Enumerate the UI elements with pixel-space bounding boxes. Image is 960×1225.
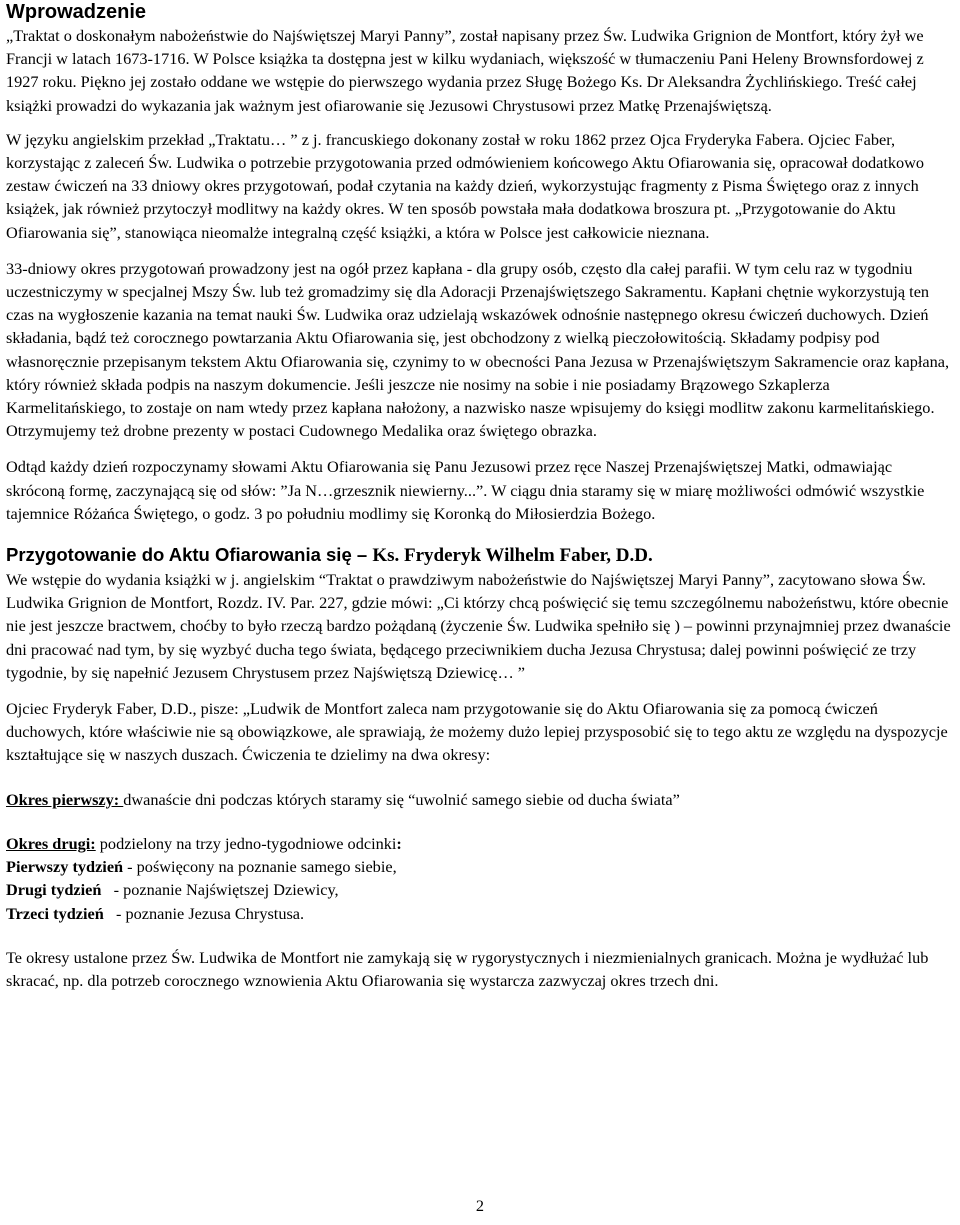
week-text: - poświęcony na poznanie samego siebie, bbox=[123, 857, 397, 877]
preparation-paragraph-final: Te okresy ustalone przez Św. Ludwika de Montfort nie zamykają się w rygorystycznych i niezmienialnych granicach. Można je wydłużać lub skracać, np. dla potrzeb corocznego wznowienia Aktu Ofiarowania się wystarcza zazwyczaj okres trzech dni. bbox=[6, 947, 929, 990]
preparation-paragraph-1: We wstępie do wydania książki w j. angielskim “Traktat o prawdziwym nabożeństwie do Najświętszej Maryi Panny”, zacytowano słowa Św. Ludwika Grignion de Montfort, Rozdz. IV. Par. 227, gdzie mówi: „Ci którzy chcą poświęcić się temu szczególnemu nabożeństwu, które obecnie nie jest jeszcze bractwem, choćby to było rzeczą bardzo pożądaną (życzenie Św. Ludwika spełniło się ) – powinni przynajmniej przez dwanaście dni pracować nad tym, by się wyzbyć ducha tego świata, będącego przeciwnikiem ducha Jezusa Chrystusa; dalej powinni poświęcić ze trzy tygodnie, by się napełnić Jezusem Chrystusem przez Najświętszą Dziewicę… ” bbox=[6, 570, 951, 682]
period-second-colon: : bbox=[396, 833, 402, 853]
week-item bbox=[6, 855, 952, 878]
week-text: - poznanie Najświętszej Dziewicy, bbox=[101, 880, 339, 900]
page-number: 2 bbox=[475, 1196, 485, 1215]
period-second-heading bbox=[6, 832, 952, 855]
period-first bbox=[6, 788, 952, 811]
week-item bbox=[6, 878, 952, 901]
section-heading-introduction: Wprowadzenie bbox=[6, 1, 147, 23]
week-text: - poznanie Jezusa Chrystusa. bbox=[103, 903, 305, 923]
intro-paragraph-1: „Traktat o doskonałym nabożeństwie do Najświętszej Maryi Panny”, został napisany przez Św. Ludwika Grignion de Montfort, który żył we Francji w latach 1673-1716. W Polsce książka ta dostępna jest w kilku wydaniach, większość w tłumaczeniu Pani Heleny Brownsfordowej z 1927 roku. Piękno jej zostało oddane we wstępie do pierwszego wydania przez Sługę Bożego Ks. Dr Aleksandra Żychlińskiego. Treść całej książki prowadzi do wykazania jak ważnym jest ofiarowanie się Jezusowi Chrystusowi przez Matkę Przenajświętszą. bbox=[6, 26, 924, 115]
intro-paragraph-2: W języku angielskim przekład „Traktatu… ” z j. francuskiego dokonany został w roku 1862 przez Ojca Fryderyka Fabera. Ojciec Faber, korzystając z zaleceń Św. Ludwika o potrzebie przygotowania przed odmówieniem końcowego Aktu Ofiarowania się, opracował dodatkowo zestaw ćwiczeń na 33 dniowy okres przygotowań, podał czytania na każdy dzień, wykorzystując fragmenty z Pisma Świętego oraz z innych książek, jak również przytoczył modlitwy na każdy okres. W ten sposób powstała mała dodatkowa broszura pt. „Przygotowanie do Aktu Ofiarowania się”, stanowiąca nieomalże integralną część książki, a która w Polsce jest całkowicie nieznana. bbox=[6, 129, 925, 242]
period-first-label: Okres pierwszy: bbox=[6, 789, 124, 809]
section-heading-preparation bbox=[6, 543, 952, 568]
section-title-part1: Przygotowanie do Aktu Ofiarowania się – bbox=[6, 544, 373, 566]
intro-paragraph-4: Odtąd każdy dzień rozpoczynamy słowami Aktu Ofiarowania się Panu Jezusowi przez ręce Naszej Przenajświętszej Matki, odmawiając skróconą formę, zaczynającą się od słów: ”Ja N…grzesznik niewierny...”. W ciągu dnia staramy się w miarę możliwości odmówić wszystkie tajemnice Różańca Świętego, o godz. 3 po południu modlimy się Koronką do Miłosierdzia Bożego. bbox=[6, 457, 925, 523]
period-second-text: podzielony na trzy jedno-tygodniowe odcinki bbox=[95, 833, 397, 853]
preparation-paragraph-2: Ojciec Fryderyk Faber, D.D., pisze: „Ludwik de Montfort zaleca nam przygotowanie się do Aktu Ofiarowania się za pomocą ćwiczeń duchowych, które właściwie nie są obowiązkowe, ale sprawiają, że możemy dużo lepiej przysposobić się to tego aktu ze względu na dyspozycje kształtujące się w naszych duszach. Ćwiczenia te dzielimy na dwa okresy: bbox=[6, 699, 948, 765]
period-first-text: dwanaście dni podczas których staramy się “uwolnić samego siebie od ducha świata” bbox=[123, 789, 680, 809]
week-label: Pierwszy tydzień bbox=[6, 857, 124, 877]
period-second-label: Okres drugi: bbox=[6, 833, 96, 853]
period-second bbox=[6, 832, 952, 925]
week-label: Trzeci tydzień bbox=[6, 903, 104, 923]
section-title-part2: Ks. Fryderyk Wilhelm Faber, D.D. bbox=[372, 545, 653, 567]
intro-paragraph-3: 33-dniowy okres przygotowań prowadzony jest na ogół przez kapłana - dla grupy osób, często dla całej parafii. W tym celu raz w tygodniu uczestniczymy w specjalnej Mszy Św. lub też gromadzimy się dla Adoracji Przenajświętszego Sakramentu. Kapłani chętnie wykorzystują ten czas na wygłoszenie kazania na temat nauki Św. Ludwika oraz udzielają wskazówek odnośnie następnego okresu ćwiczeń duchowych. Dzień składania, bądź też corocznego powtarzania Aktu Ofiarowania się, jest obchodzony z wielką pieczołowitością. Składamy podpisy pod własnoręcznie przepisanym tekstem Aktu Ofiarowania się, czynimy to w obecności Pana Jezusa w Przenajświętszym Sakramencie oraz kapłana, który również składa podpis na naszym dokumencie. Jeśli jeszcze nie nosimy na sobie i nie posiadamy Brązowego Szkaplerza Karmelitańskiego, to zostaje on nam wtedy przez kapłana nałożony, a nazwisko nasze wpisujemy do księgi modlitw zakonu karmelitańskiego. Otrzymujemy też drobne prezenty w postaci Cudownego Medalika oraz świętego obrazka. bbox=[6, 258, 950, 441]
week-item bbox=[6, 902, 952, 925]
document-page bbox=[6, 0, 952, 1005]
week-label: Drugi tydzień bbox=[6, 880, 102, 900]
